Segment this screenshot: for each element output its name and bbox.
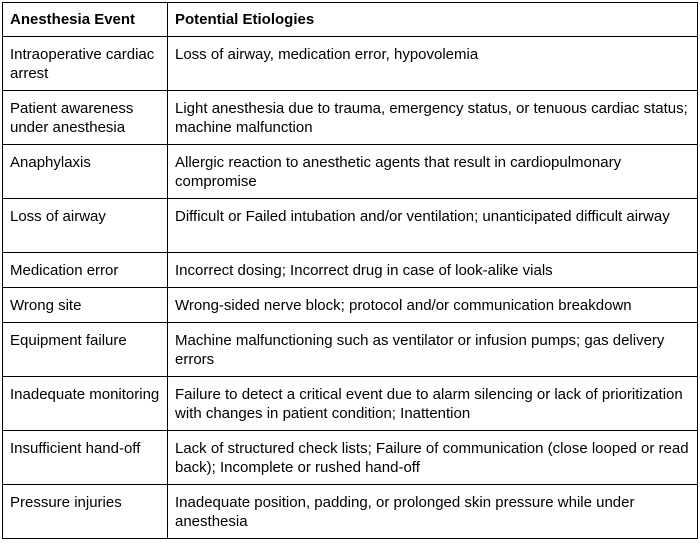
event-cell: Loss of airway bbox=[3, 199, 168, 253]
column-header-event: Anesthesia Event bbox=[3, 3, 168, 37]
table-row bbox=[3, 91, 698, 145]
etiologies-cell: Incorrect dosing; Incorrect drug in case of look-alike vials bbox=[168, 253, 698, 288]
event-cell: Intraoperative cardiac arrest bbox=[3, 37, 168, 91]
table-row bbox=[3, 288, 698, 323]
event-cell: Anaphylaxis bbox=[3, 145, 168, 199]
table-row bbox=[3, 199, 698, 253]
column-header-etiologies: Potential Etiologies bbox=[168, 3, 698, 37]
table-row bbox=[3, 323, 698, 377]
event-cell: Medication error bbox=[3, 253, 168, 288]
table-row bbox=[3, 431, 698, 485]
event-cell: Insufficient hand-off bbox=[3, 431, 168, 485]
table-row bbox=[3, 377, 698, 431]
etiologies-cell: Loss of airway, medication error, hypovolemia bbox=[168, 37, 698, 91]
event-cell: Inadequate monitoring bbox=[3, 377, 168, 431]
event-cell: Patient awareness under anesthesia bbox=[3, 91, 168, 145]
table-row bbox=[3, 145, 698, 199]
anesthesia-events-table bbox=[2, 2, 698, 539]
etiologies-cell: Failure to detect a critical event due to alarm silencing or lack of prioritization with changes in patient condition; Inattention bbox=[168, 377, 698, 431]
table-header-row bbox=[3, 3, 698, 37]
event-cell: Wrong site bbox=[3, 288, 168, 323]
etiologies-cell: Wrong-sided nerve block; protocol and/or communication breakdown bbox=[168, 288, 698, 323]
etiologies-cell: Machine malfunctioning such as ventilator or infusion pumps; gas delivery errors bbox=[168, 323, 698, 377]
etiologies-cell: Inadequate position, padding, or prolonged skin pressure while under anesthesia bbox=[168, 485, 698, 539]
etiologies-cell: Difficult or Failed intubation and/or ventilation; unanticipated difficult airway bbox=[168, 199, 698, 253]
etiologies-cell: Allergic reaction to anesthetic agents that result in cardiopulmonary compromise bbox=[168, 145, 698, 199]
table-row bbox=[3, 485, 698, 539]
table-row bbox=[3, 253, 698, 288]
event-cell: Pressure injuries bbox=[3, 485, 168, 539]
event-cell: Equipment failure bbox=[3, 323, 168, 377]
etiologies-cell: Lack of structured check lists; Failure of communication (close looped or read back); Incomplete or rushed hand-off bbox=[168, 431, 698, 485]
table-row bbox=[3, 37, 698, 91]
etiologies-cell: Light anesthesia due to trauma, emergency status, or tenuous cardiac status; machine malfunction bbox=[168, 91, 698, 145]
